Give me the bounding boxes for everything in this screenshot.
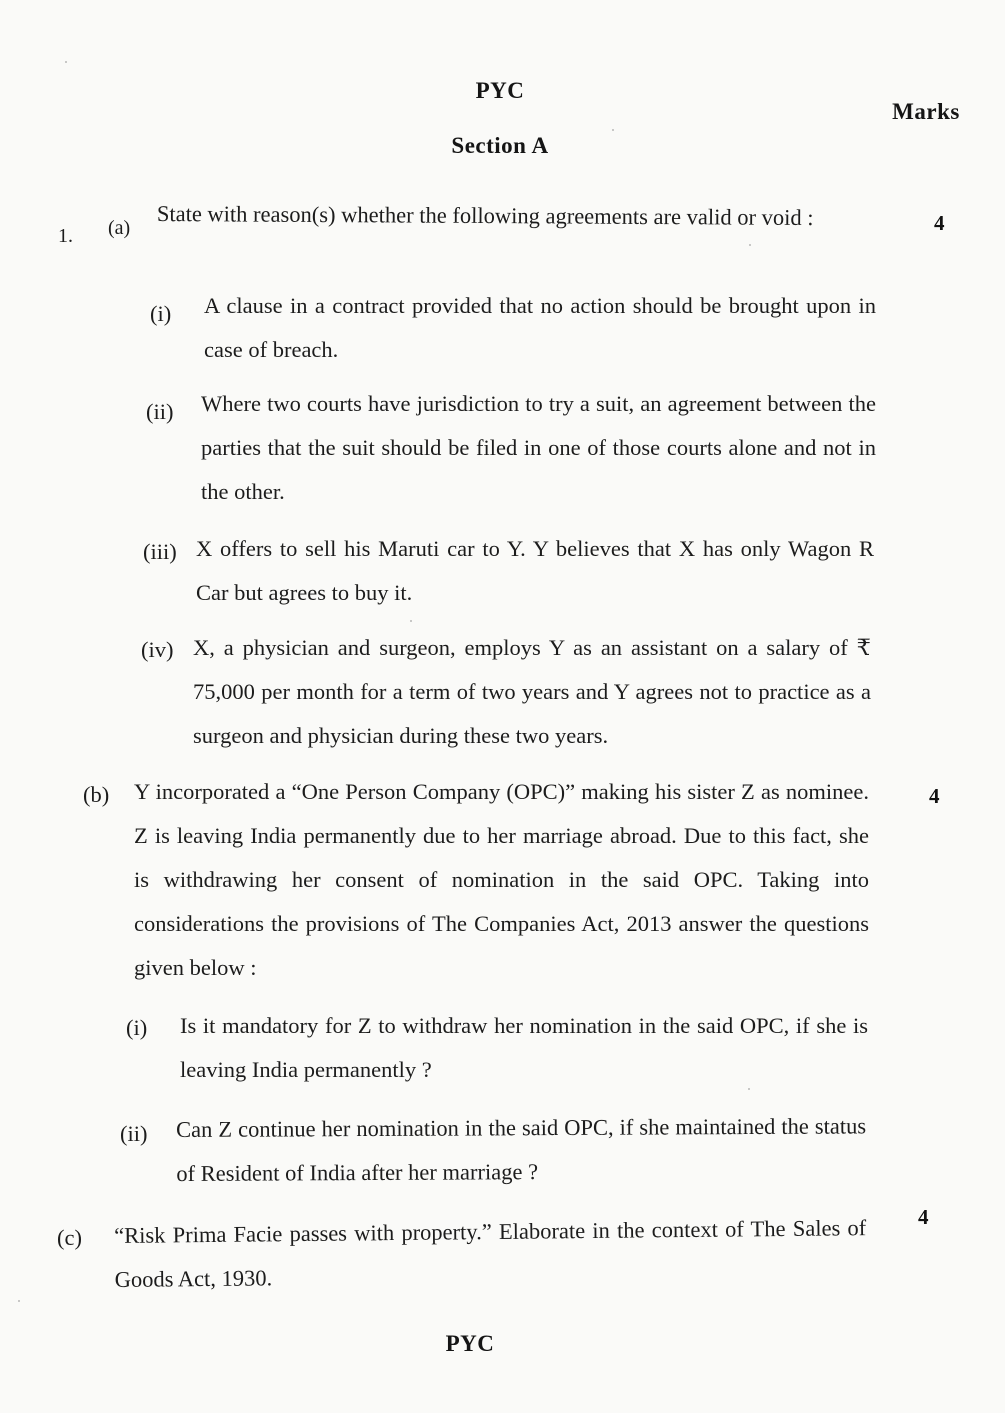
part-b-item-text: Is it mandatory for Z to withdraw her nomination in the said OPC, if she is leaving India permanently ? — [180, 1013, 868, 1082]
page-code-top: PYC — [475, 78, 525, 103]
scan-speck — [410, 620, 412, 622]
part-b-label: (b) — [83, 782, 110, 807]
part-a-text: State with reason(s) whether the following agreements are valid or void : — [156, 200, 814, 231]
part-b-item-label: (ii) — [120, 1121, 148, 1146]
part-a-item-label: (ii) — [146, 399, 174, 424]
part-a-item-label: (iv) — [141, 637, 174, 662]
scan-speck — [748, 1088, 750, 1090]
scan-speck — [612, 129, 614, 131]
part-a-item-text: A clause in a contract provided that no action should be brought upon in case of breach. — [204, 293, 876, 362]
part-b-text: Y incorporated a “One Person Company (OPC)” making his sister Z as nominee. Z is leaving India permanently due to her marriage abroad. Due to this fact, she is withdrawing her consent of nomination in the said OPC. Taking into considerations the provisions of The Companies Act, 2013 answer the questions given below : — [134, 779, 869, 980]
part-a-item-text: X offers to sell his Maruti car to Y. Y believes that X has only Wagon R Car but agrees to buy it. — [196, 536, 874, 605]
section-title: Section A — [451, 133, 549, 158]
part-c-label: (c) — [57, 1225, 82, 1250]
scan-speck — [749, 244, 751, 246]
part-a-label: (a) — [108, 217, 131, 239]
scan-speck — [65, 61, 67, 63]
part-c-marks: 4 — [918, 1205, 929, 1229]
part-b-marks: 4 — [929, 784, 940, 808]
part-b-item-text: Can Z continue her nomination in the said OPC, if she maintained the status of Resident of India after her marriage ? — [176, 1113, 867, 1186]
part-a-item-text: X, a physician and surgeon, employs Y as an assistant on a salary of ₹ 75,000 per month for a term of two years and Y agrees not to practice as a surgeon and physician during these two years. — [193, 635, 871, 748]
scan-speck — [18, 1300, 20, 1302]
part-a-item-text: Where two courts have jurisdiction to try a suit, an agreement between the parties that the suit should be filed in one of those courts alone and not in the other. — [201, 391, 876, 504]
page-code-bottom: PYC — [445, 1331, 495, 1356]
part-a-item-label: (iii) — [143, 539, 177, 564]
part-b-item-label: (i) — [126, 1015, 148, 1040]
marks-column-label: Marks — [892, 99, 960, 124]
question-number: 1. — [58, 225, 73, 247]
part-a-item-label: (i) — [150, 301, 172, 326]
part-a-marks: 4 — [934, 211, 945, 235]
part-c-text: “Risk Prima Facie passes with property.” Elaborate in the context of The Sales of Goods Act, 1930. — [114, 1215, 867, 1292]
